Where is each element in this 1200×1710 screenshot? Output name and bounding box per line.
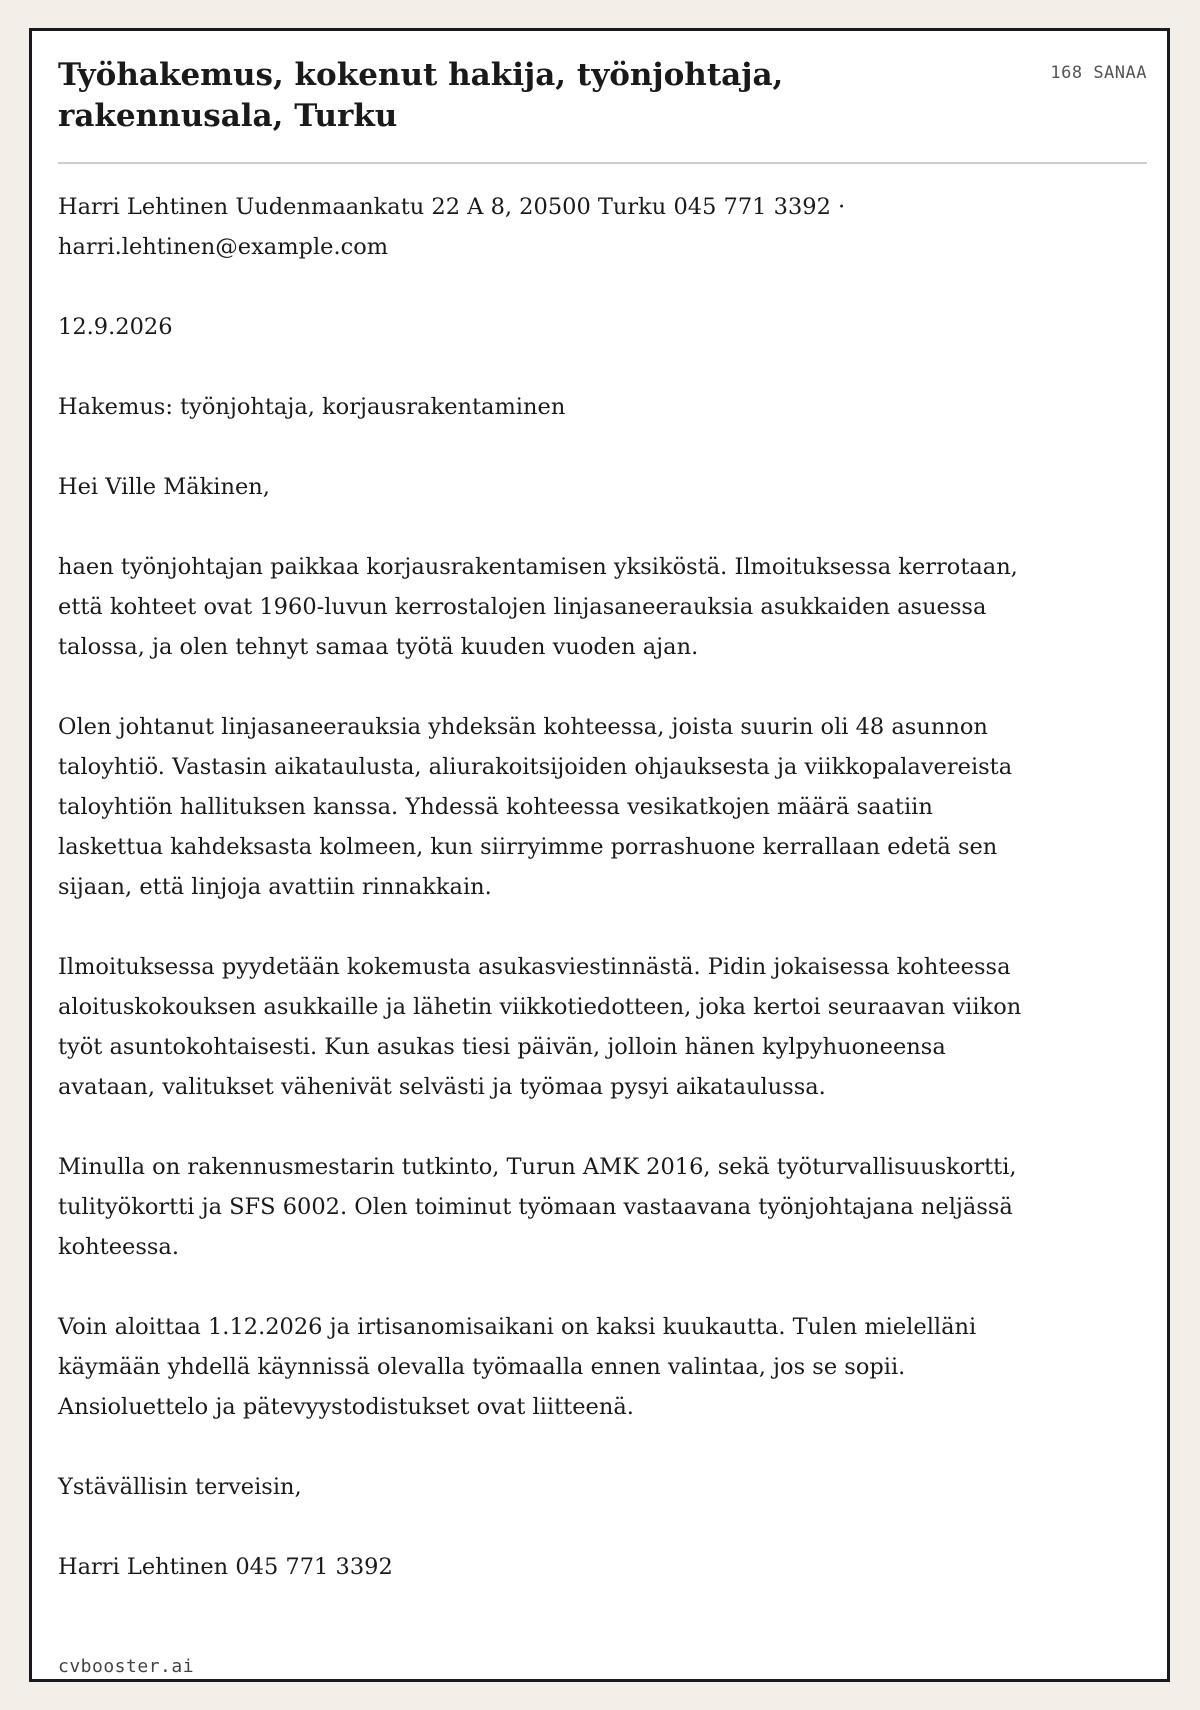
brand-watermark: cvbooster.ai	[58, 1656, 195, 1677]
word-count-badge: 168 SANAA	[1050, 63, 1147, 83]
letter-closing: Ystävällisin terveisin,	[58, 1474, 302, 1500]
body-paragraph-4: Minulla on rakennusmestarin tutkinto, Turun AMK 2016, sekä työturvallisuuskortti, tulityökortti ja SFS 6002. Olen toiminut työmaan vastaavana työnjohtajana neljässä kohteessa.	[58, 1154, 1017, 1260]
letter-greeting: Hei Ville Mäkinen,	[58, 474, 270, 500]
body-paragraph-2: Olen johtanut linjasaneerauksia yhdeksän kohteessa, joista suurin oli 48 asunnon taloyhtiö. Vastasin aikataulusta, aliurakoitsijoiden ohjauksesta ja viikkopalavereista taloyhtiön hallituksen kanssa. Yhdessä kohteessa vesikatkojen määrä saatiin laskettua kahdeksasta kolmeen, kun siirryimme porrashuone kerrallaan edetä sen sijaan, että linjoja avattiin rinnakkain.	[58, 714, 1013, 900]
sender-contact: Harri Lehtinen Uudenmaankatu 22 A 8, 20500 Turku 045 771 3392 · harri.lehtinen@example.com	[58, 194, 846, 260]
body-paragraph-5: Voin aloittaa 1.12.2026 ja irtisanomisaikani on kaksi kuukautta. Tulen mielelläni käymään yhdellä käynnissä olevalla työmaalla ennen valintaa, jos se sopii. Ansioluettelo ja pätevyystodistukset ovat liitteenä.	[58, 1314, 977, 1420]
document-title: Työhakemus, kokenut hakija, työnjohtaja, rakennusala, Turku	[58, 57, 784, 134]
header-divider	[58, 162, 1147, 164]
letter-card	[29, 28, 1170, 1682]
letter-subject: Hakemus: työnjohtaja, korjausrakentaminen	[58, 394, 566, 420]
letter-date: 12.9.2026	[58, 314, 173, 340]
letter-body	[58, 187, 1038, 1627]
letter-signature: Harri Lehtinen 045 771 3392	[58, 1554, 393, 1580]
body-paragraph-3: Ilmoituksessa pyydetään kokemusta asukasviestinnästä. Pidin jokaisessa kohteessa aloituskokouksen asukkaille ja lähetin viikkotiedotteen, joka kertoi seuraavan viikon työt asuntokohtaisesti. Kun asukas tiesi päivän, jolloin hänen kylpyhuoneensa avataan, valitukset vähenivät selvästi ja työmaa pysyi aikataulussa.	[58, 954, 1022, 1100]
letter-header	[58, 55, 1147, 137]
body-paragraph-1: haen työnjohtajan paikkaa korjausrakentamisen yksiköstä. Ilmoituksessa kerrotaan, että kohteet ovat 1960-luvun kerrostalojen linjasaneerauksia asukkaiden asuessa talossa, ja olen tehnyt samaa työtä kuuden vuoden ajan.	[58, 554, 1018, 660]
